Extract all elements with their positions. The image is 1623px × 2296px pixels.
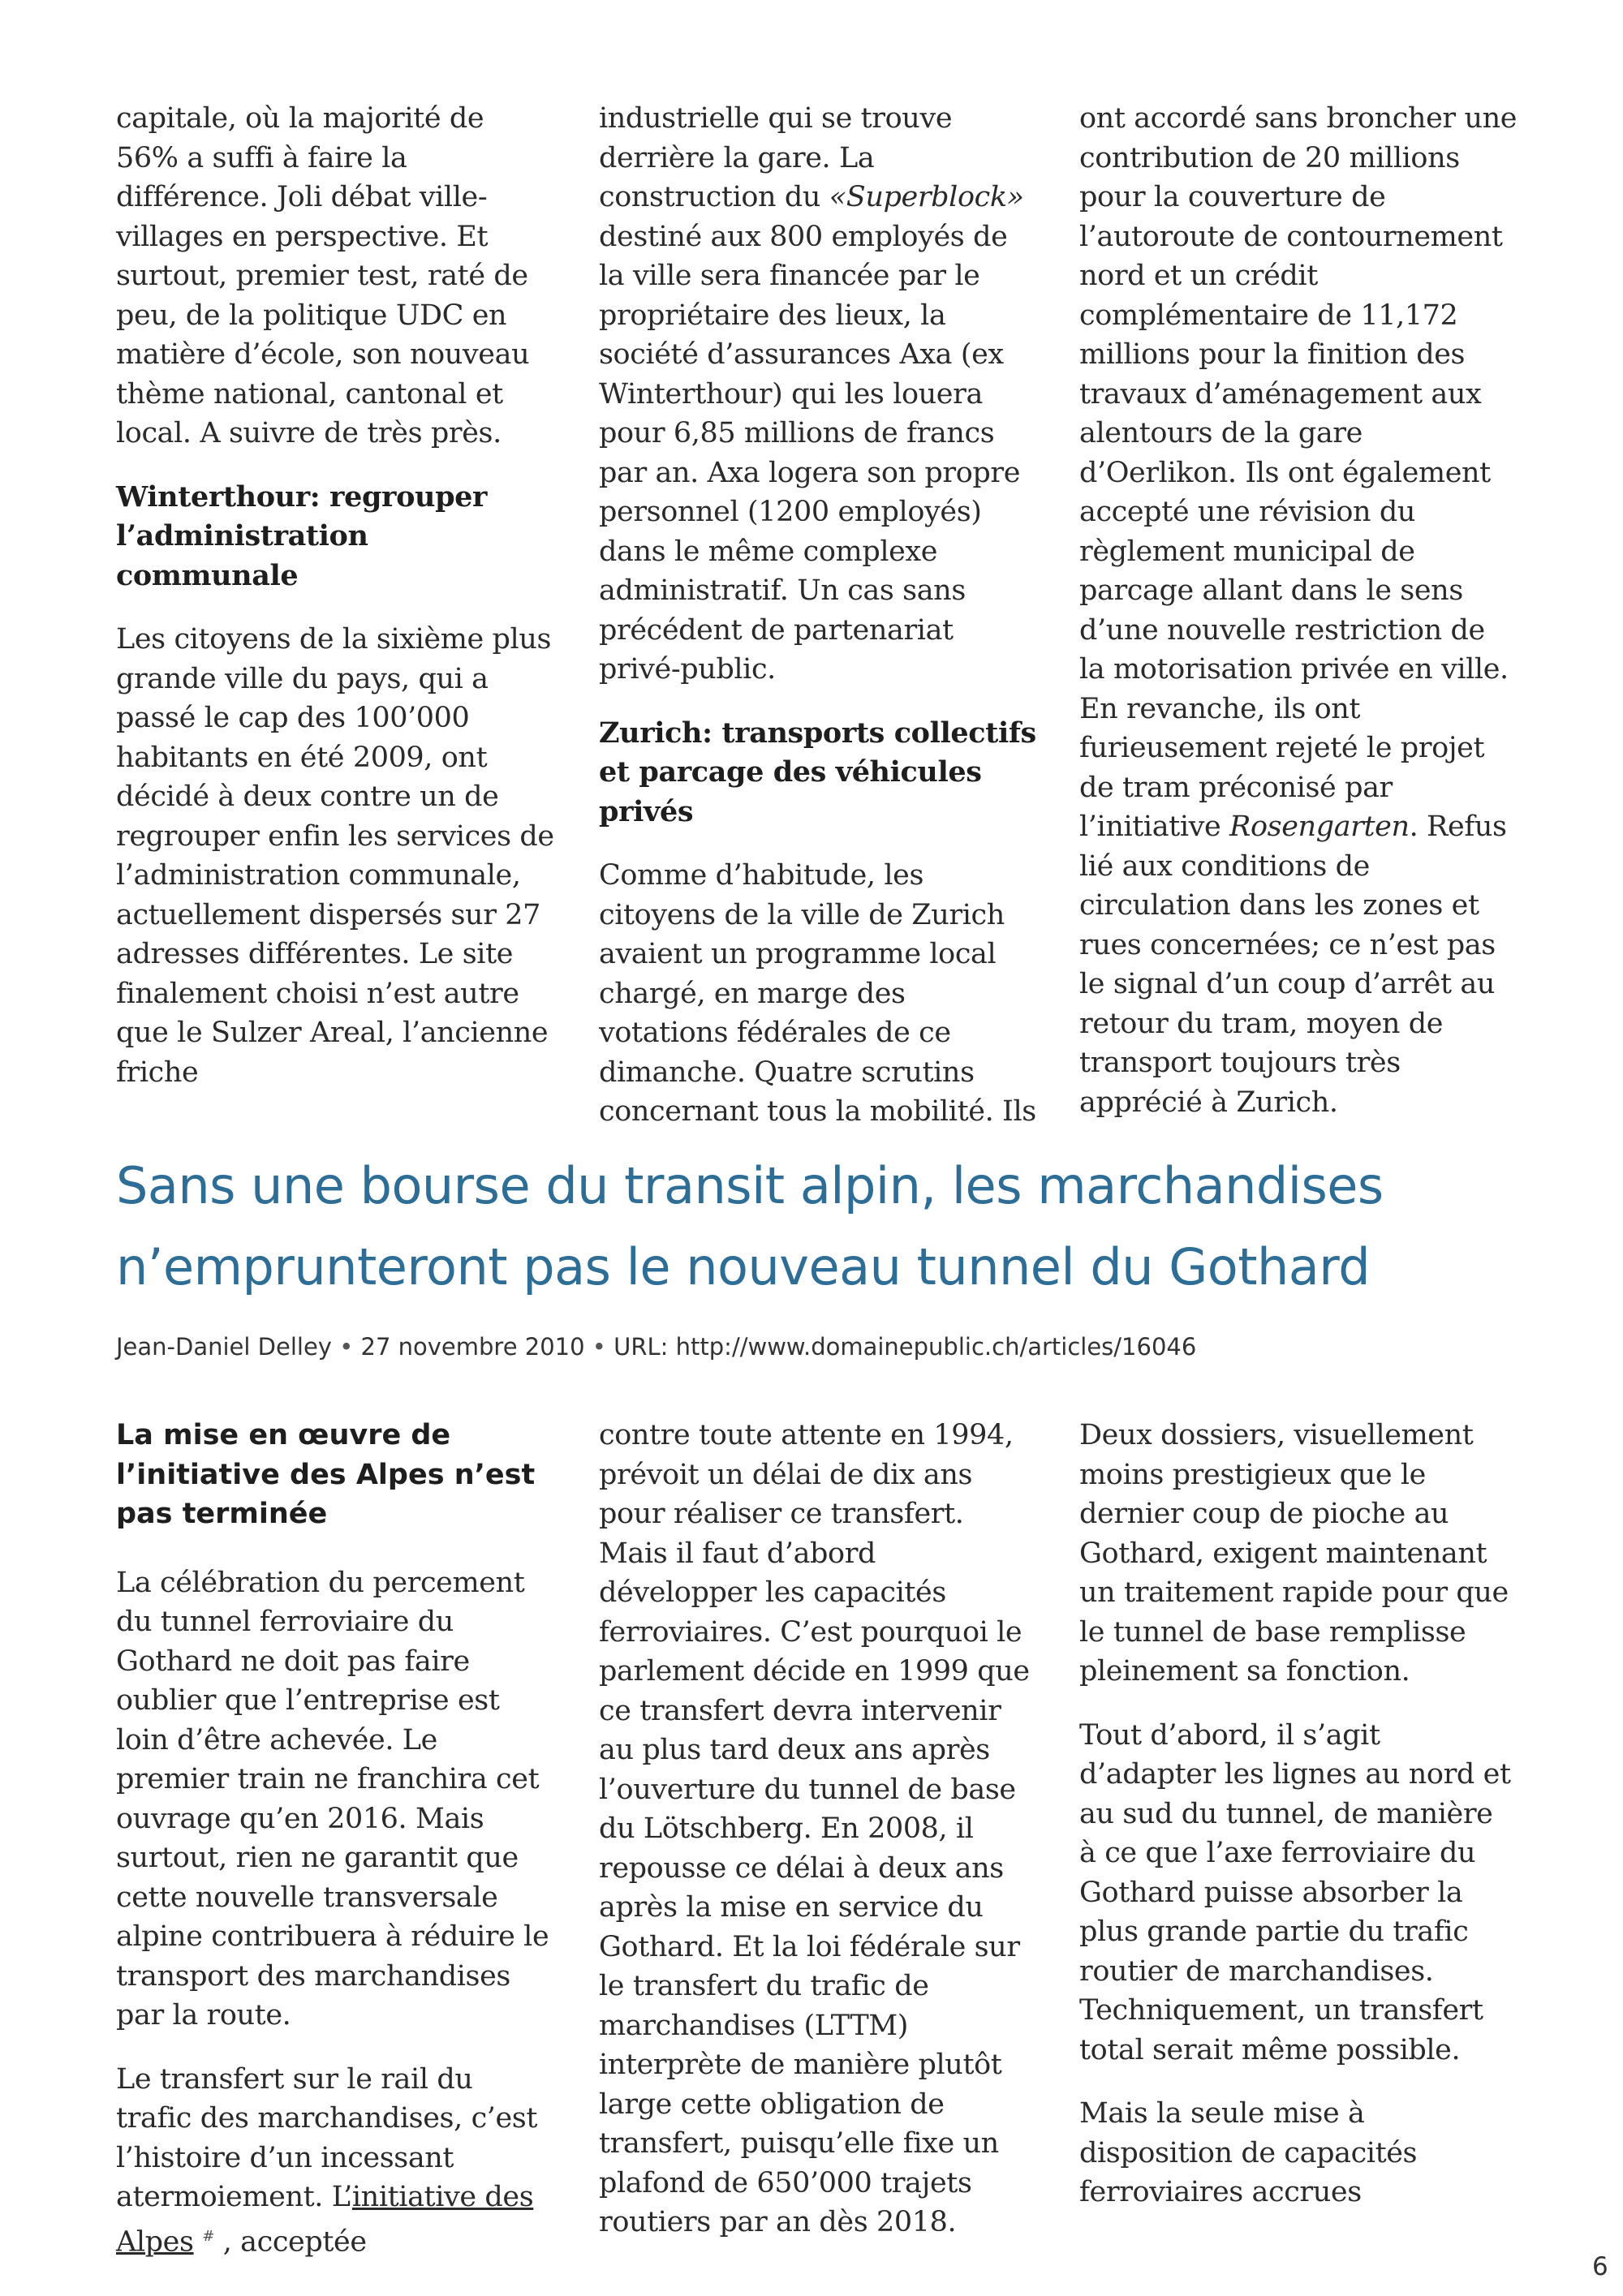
paragraph-oerlikon	[1079, 99, 1518, 1122]
separator-dot: •	[339, 1333, 354, 1361]
paragraph-capitale: capitale, où la majorité de 56% a suffi à faire la différence. Joli débat ville-villages en perspective. Et surtout, premier test, raté de peu, de la politique UDC en matière d’école, son nouveau thème national, cantonal et local. A suivre de très près.	[116, 102, 530, 449]
author: Jean-Daniel Delley	[116, 1333, 332, 1361]
separator-dot: •	[592, 1333, 606, 1361]
text-segment: ont accordé sans broncher une contribution de 20 millions pour la couverture de l’autoroute de contournement nord et un crédit complémentaire de 11,172 millions pour la finition des travaux d’aménagement aux alentours de la gare d’Oerlikon. Ils ont également accepté une révision du règlement municipal de parcage allant dans le sens d’une nouvelle restriction de la motorisation privée en ville. En revanche, ils ont furieusement rejeté le projet de tram préconisé par l’initiative	[1079, 102, 1518, 843]
paragraph-winterthour: Les citoyens de la sixième plus grande ville du pays, qui a passé le cap des 100’000 habitants en été 2009, ont décidé à deux contre un de regrouper enfin les services de l’administration communale, actuellement dispersés sur 27 adresses différentes. Le site finalement choisi n’est autre que le Sulzer Areal, l’ancienne friche	[116, 623, 554, 1089]
text-segment: , acceptée	[213, 2225, 367, 2259]
section-heading-initiative: La mise en œuvre de l’initiative des Alpes n’est pas terminée	[116, 1419, 536, 1530]
emphasis-rosengarten: Rosengarten	[1229, 810, 1410, 843]
paragraph-zurich: Comme d’habitude, les citoyens de la ville de Zurich avaient un programme local chargé, en marge des votations fédérales de ce dimanche. Quatre scrutins concernant tous la mobilité. Ils	[599, 859, 1036, 1128]
paragraph-celebration: La célébration du percement du tunnel ferroviaire du Gothard ne doit pas faire oublier que l’entreprise est loin d’être achevée. Le premier train ne franchira cet ouvrage qu’en 2016. Mais surtout, rien ne garantit que cette nouvelle transversale alpine contribuera à réduire le transport des marchandises par la route.	[116, 1566, 549, 2032]
emphasis-superblock: «Superblock»	[829, 181, 1024, 213]
text-segment: Le transfert sur le rail du trafic des marchandises, c’est l’histoire d’un incessant atermoiement. L’	[116, 2062, 538, 2213]
article-title: Sans une bourse du transit alpin, les marchandises n’emprunteront pas le nouveau tunnel du Gothard	[116, 1156, 1384, 1296]
external-link-icon: #	[202, 2227, 214, 2245]
heading-winterthour: Winterthour: regrouper l’administration communale	[116, 479, 488, 592]
text-segment: . Refus lié aux conditions de circulation dans les zones et rues concernées; ce n’est pas le signal d’un coup d’arrêt au retour du tram, moyen de transport toujours très apprécié à Zurich.	[1079, 810, 1507, 1119]
paragraph-adapter-lignes: Tout d’abord, il s’agit d’adapter les lignes au nord et au sud du tunnel, de manière à ce que l’axe ferroviaire du Gothard puisse absorber la plus grande partie du trafic routier de marchandises. Techniquement, un transfert total serait même possible.	[1079, 1718, 1511, 2066]
text-segment: industrielle qui se trouve derrière la gare. La construction du	[599, 102, 953, 213]
date: 27 novembre 2010	[360, 1333, 585, 1361]
heading-zurich: Zurich: transports collectifs et parcage des véhicules privés	[599, 716, 1036, 828]
article-column-1	[116, 1416, 554, 2262]
page-number: 6	[1592, 2252, 1608, 2281]
paragraph-capacites: Mais la seule mise à disposition de capacités ferroviaires accrues	[1079, 2097, 1418, 2208]
text-segment: destiné aux 800 employés de la ville sera financée par le propriétaire des lieux, la société d’assurances Axa (ex Winterthour) qui les louera pour 6,85 millions de francs par an. Axa logera son propre personnel (1200 employés) dans le même complexe administratif. Un cas sans précédent de partenariat privé-public.	[599, 220, 1021, 686]
article-column-2	[599, 1416, 1037, 2242]
initiative-des-alpes-link[interactable]: initiative des Alpes	[116, 2181, 534, 2259]
top-column-3	[1079, 99, 1518, 1122]
top-column-1	[116, 99, 554, 1092]
top-column-2	[599, 99, 1037, 1132]
paragraph-deux-dossiers: Deux dossiers, visuellement moins prestigieux que le dernier coup de pioche au Gothard, exigent maintenant un traitement rapide pour que le tunnel de base remplisse pleinement sa fonction.	[1079, 1419, 1509, 1688]
article-byline	[116, 1331, 1196, 1363]
paragraph-transfert	[116, 2060, 554, 2262]
article-url[interactable]: URL: http://www.domainepublic.ch/articles/16046	[613, 1333, 1197, 1361]
paragraph-superblock	[599, 99, 1037, 690]
article-column-3	[1079, 1416, 1518, 2212]
paragraph-delai: contre toute attente en 1994, prévoit un délai de dix ans pour réaliser ce transfert. Mais il faut d’abord développer les capacités ferroviaires. C’est pourquoi le parlement décide en 1999 que ce transfert devra intervenir au plus tard deux ans après l’ouverture du tunnel de base du Lötschberg. En 2008, il repousse ce délai à deux ans après la mise en service du Gothard. Et la loi fédérale sur le transfert du trafic de marchandises (LTTM) interprète de manière plutôt large cette obligation de transfert, puisqu’elle fixe un plafond de 650’000 trajets routiers par an dès 2018.	[599, 1419, 1030, 2238]
